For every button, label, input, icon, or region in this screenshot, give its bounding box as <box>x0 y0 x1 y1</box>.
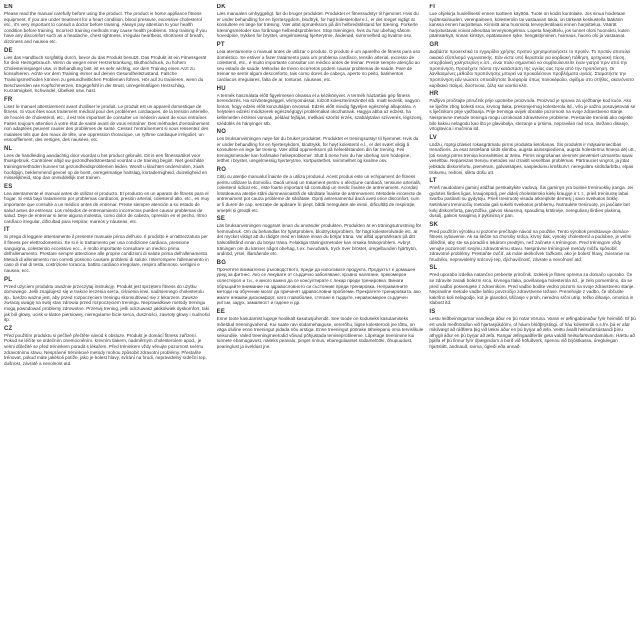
language-section <box>4 146 211 181</box>
section-text: Прочетете внимателно ръководството, преди да използвате продукта. Продуктът е домашен уред за фитнес. Ако се лекувате от сърдечно заболяване, кръвно налягане, прекомерен холестерол и т.н., е много важно да се консултирате с лекар преди тренировка. Винаги обръщайте внимание на здравословното си състояние преди тренировка. Неправилните методи на обучение могат да причинят здравословни проблеми. Прекратете тренировката, ако имате някакви дискомфорт, като главоболие, стягане в гърдите, неравномерен сърдечен ритъм, задух, замаяност и гадене и др. <box>216 266 421 306</box>
section-text: Lea atentamente el manual antes de utilizar el producto. El producto es un aparato de fitness para el hogar. Si está bajo tratamiento por problemas cardíacos, presión arterial, colesterol alto, etc., es muy importante que consulte a un médico antes de entrenar. Preste siempre atención a su estado de salud antes de entrenar. Los métodos de entrenamiento incorrectos pueden causar problemas de salud. Deje de entrenar si tiene alguna molestia, como dolor de cabeza, opresión en el pecho, ritmo cardíaco irregular, dificultad para respirar, mareos y náuseas, etc. <box>4 190 210 224</box>
language-code: IS <box>429 308 436 315</box>
section-text: Lestu leiðbeiningarnar vandlega áður en þú notar vöruna. Varan er æfingabúnaður fyrir heimilið. Ef þú ert undir meðhöndlun við hjartasjúkdómi, of háum blóðþrýstingi, of háu kólesteróli o.s.frv. þá er afar mikilvægt að ráðfæra þig við lækni áður en þú byrjar að æfa. Veittu ávallt heilsufarsástandi þínu athygli áður en þú byrjar að æfa. Rangar æfingaaðferðir geta valdið heilsufarsvandamálum. Hættu að þjálfa ef þú finnur fyrir óþægindum á borð við höfuðverk, spennu við brjóstkassa, óreglulegan hjartslátt, andnauð, svima, ógleði eða annað. <box>429 315 636 349</box>
language-section <box>429 265 636 306</box>
section-text: Enne toote kasutamist lugege hoolikalt kasutusjuhendit. See toode on koduseks kasutamiseks mõeldud treeningvahend. Kui saate ravi südamehaiguse, vererõhu, liigse kolesterooli jne tõttu, on väga oluline enne treeningut pidada nõu arstiga. Enne treeningut pöörake tähelepanu oma tervislikule seisundile. Valed treeningmeetodid võivad põhjustada terviseprobleeme. Lõpetage treenimine kui tunnete ebamugavust, näiteks peavalu, pinget rinnus, ebaregulaarset südamelööki, õhupuudust, pearinglust ja iiveldust jne. <box>216 315 424 349</box>
language-section <box>217 260 424 306</box>
language-section <box>4 277 211 323</box>
section-text: Pažljivo pročitajte priručnik prije upotrebe proizvoda. Proizvod je sprava za vježbanje kod kuće. Ako se liječite zbog bolesti srca, krvnog tlaka, prekomjernog kolesterola itd., vrlo je važno posavjetovati se s liječnikom prije vježbanja. Prije treninga uvijek obratite pozornost na svoje zdravstveno stanje. Neispravne metode treninga mogu uzrokovati zdravstvene probleme. Prestanite trenirati ako osjetite bilo kakvu nelagodu kao što je glavobolja, stezanje u prsima, nepravilan rad srca, otežano disanje, vrtoglavica i mučnina itd. <box>429 98 636 132</box>
language-code: LT <box>429 178 437 185</box>
language-section <box>217 129 424 164</box>
language-code: HR <box>429 91 439 98</box>
column-1 <box>4 4 211 636</box>
language-code: NO <box>216 129 227 136</box>
language-section <box>4 4 211 45</box>
column-3 <box>429 4 636 636</box>
language-section <box>429 178 636 219</box>
section-text: Lue ohjekirja huolellisesti ennen tuotteen käyttöä. Tuote on kodin kuntolaite. Jos sinua hoidetaan sydänsairauden, verenpaineen, kolesterolin tai vastaavan takia, on tärkeää keskustella lääkärin kanssa ennen harjoittelua. Kiinnitä aina huomiota terveydentilaasi ennen harjoittelua. Väärät harjoitustavat voivat aiheuttaa terveysongelmia. Lopeta harjoittelu, jos tunnet oloni huonoksi, kuten päänsärkyä, rinnan kiristys, epätasainen syke, hengästyminen, huimaus, huono olo ja vastaavat. <box>429 11 630 39</box>
language-section <box>4 97 211 143</box>
section-text: Pred použitím výrobku si pozorne prečítajte návod na použitie. Tento výrobok predstavuje domáce fitness vybavenie. Ak sa liečite na choroby srdca, krvný tlak, vysoký cholesterol a podobne, je veľmi dôležité, aby ste sa poradili s lekárom predtým, než začnete s tréningom. Pred tréningom vždy venujte pozornosť svojmu zdravotnému stavu. Nesprávne tréningové metódy môžu spôsobiť zdravotné problémy. Prestaňte cvičiť, ak máte akékoľvek ťažkosti, ako je bolesť hlavy, zvieranie na hrudníku, nepravidelný srdcový tep, dýchavičnosť, závrate a nevoľnosť atď. <box>429 228 632 262</box>
section-text: A termék használata előtt figyelmesen olvassa el a kézikönyvet. A termék háztartási gép fitness berendezés. Ha szívbetegséggel, vérnyomással, túlzott koleszterinszinttel stb. miatt kezelik, nagyon fontos, hogy edzés előtt konzultáljon orvossal. Edzés előtt mindig figyeljen egészségi állapotára. A helytelen edzési módszerek egészségügyi problémákat okozhatnak. Hagyja abba az edzést, ha kellemetlen érzései vannak, például fejfájás, mellkasi szorító érzés, szabálytalan szívverés, légszomj, szédülés és hányinger stb. <box>216 92 423 126</box>
language-section <box>4 326 211 367</box>
section-text: Si prega di leggere attentamente il presente manuale prima dell'uso. Il prodotto è un'attrezzatura per il fitness per elettrodomestici. Se si è in trattamento per una condizione cardiaca, pressione sanguigna, colesterolo eccessivo ecc., è molto importante consultare un medico prima dell'allenamento. Prestare sempre attenzione alle proprie condizioni di salute prima dell'allenamento. Metodi di allenamento non corretti possono causare problemi di salute. Interrompere l'allenamento in caso di mal di testa, costrizione toracica, battito cardiaco irregolare, respiro affannoso, vertigini e nausea, ecc. <box>4 234 209 273</box>
language-code: RO <box>216 167 227 174</box>
section-text: Please read the manual carefully before using the product. The product is home appliance fitness equipment. If you are under treatment for a heart condition, blood pressure, excessive cholesterol etc., it's very important to consult a doctor before training. Always pay attention to your health condition before training. Incorrect training methods may cause health problems. Stop training if you have any discomfort such as a headache, chest tightness, irregular heartbeat, shortness of breath, dizziness and nausea etc. <box>4 11 207 44</box>
language-section <box>429 222 636 263</box>
language-section <box>217 86 424 127</box>
language-section <box>4 184 211 225</box>
language-code: BG <box>216 259 227 266</box>
language-code: FR <box>4 96 13 103</box>
language-section <box>429 309 636 350</box>
language-code: LV <box>429 134 437 141</box>
section-text: Pred uporabo izdelka natančno preberite priročnik. Izdelek je fitnes oprema za domačo uporabo. Če se zdravite zaradi bolezni srca, krvnega tlaka, povišanega holesterola itd., je zelo pomembno, da se pred vadbo posvetujete z zdravnikom. Pred vadbo bodite vedno pozorni na svoje zdravstveno stanje. Nepravilne metode vadbe lahko povzročijo zdravstvene težave. Prenehajte z vadbo, če občutite kakršno koli nelagodje, kot je glavobol, tiščanje v prsih, neredno srčni utrip, težko dihanje, omotica in slabost itd. <box>429 272 635 306</box>
section-text: Lūdzu, rūpīgi izlasiet rokasgrāmatu pirms produkta lietošanas. Šis produkts ir mājsaimniecības trenažieris. Ja esat ārstēšanā sirds slimību, augsta asinsspiediena, augsta holesterīna līmeņa dēļ utt., ļoti svarīgi pirms treniņa konsultēties ar ārstu. Pirms vingrošanas vienmēr pievērsiet uzmanību savai veselībai. Nepareizas treniņu metodes var izraisīt veselības problēmas. Pārtrauciet vingrot, ja jūtat jebkādu diskomfortu, piemēram, galvassāpes, saspiedumu krūškurvī, neregulāru sirdsdarbību, elpas trūkumu, reiboni, sliktu dūšu utt. <box>429 141 636 175</box>
language-code: GR <box>429 41 439 48</box>
section-text: Przed użyciem produktu uważnie przeczytaj instrukcję. Produkt jest sprzętem fitness do użytku domowego. Jeśli znajdujesz się w trakcie leczenia serca, ciśnienia krwi, nadmiernego cholesterolu itp., bardzo ważne jest, aby przed rozpoczęciem treningu skonsultować się z lekarzem. Zawsze zwracaj uwagę na swój stan zdrowia przed rozpoczęciem treningu. Nieprawidłowe metody treningu mogą powodować problemy zdrowotne. Przerwij trening, jeśli odczuwasz jakikolwiek dyskomfort, taki jak ból głowy, ucisk w klatce piersiowej, nieregularne bicie serca, duszności, zawroty głowy i nudności itp. <box>4 283 211 323</box>
section-text: Διαβάστε προσεκτικά το εγχειρίδιο χρήσης προτού χρησιμοποιήσετε το προϊόν. Το προϊόν αποτελεί οικιακό εξοπλισμό γυμναστικής. Εάν είστε υπό θεραπεία για καρδιακή πάθηση, αρτηριακή πίεση, υπερβολική χοληστερίνη κ.λπ., είναι πολύ σημαντικό να συμβουλευτείτε έναν γιατρό πριν από την προπόνηση. Προσέχετε πάντα την κατάσταση της υγείας σας πριν από την προπόνηση. Οι λανθασμένες μέθοδοι προπόνησης μπορεί να προκαλέσουν προβλήματα υγείας. Σταματήστε την προπόνηση εάν νιώσετε οποιαδήποτε δυσφορία όπως πονοκέφαλο, σφίξιμο στο στήθος, ακανόνιστο καρδιακό παλμό, δύσπνοια, ζάλη και ναυτία κλπ. <box>429 48 634 88</box>
language-section <box>429 91 636 132</box>
language-section <box>217 309 424 350</box>
language-code: SL <box>429 265 438 272</box>
section-text: Læs manualen omhyggeligt, før du bruger produktet. Produktet er fitnessudstyr til hjemmet. Hvis du er under behandling for en hjertesygdom, blodtryk, for højt kolesteroltal e.l., er det meget vigtigt at konsultere en læge før træning. Vær altid opmærksom på din helbredstilstand før træning. Forkerte træningsmetoder kan forårsage helbredsproblemer. Stop træningen, hvis du har ubehag såsom hovedpine, trykken for brystet, uregelmæssig hjerterytme, åndenød, svimmelhed og kvalme osv. <box>216 11 419 39</box>
section-text: Před použitím produktu si pečlivě přečtěte návod k obsluze. Produkt je domácí fitness zařízení. Pokud se léčíte se srdečním onemocněním, krevním tlakem, nadměrným cholesterolem apod., je velmi důležité se před tréninkem poradit s lékařem. Před tréninkem vždy věnujte pozornost svému zdravotnímu stavu. Nesprávné tréninkové metody mohou způsobit zdravotní problémy. Přestaňte trénovat, pokud máte jakékoli potíže, jako je bolest hlavy, svírání na hrudi, nepravidelný srdeční tep, dušnost, závratě a nevolnost atd. <box>4 332 207 366</box>
language-section <box>217 167 424 213</box>
language-code: FI <box>429 4 436 10</box>
language-section <box>217 216 424 257</box>
language-code: CZ <box>4 325 13 332</box>
language-section <box>4 227 211 273</box>
language-section <box>217 42 424 83</box>
language-code: ES <box>4 183 13 190</box>
language-code: SE <box>216 216 226 223</box>
language-section <box>4 48 211 94</box>
language-code: IT <box>4 227 10 234</box>
section-text: Lisez le manuel attentivement avant d'utiliser le produit. Le produit est un appareil domestique de fitness. Si vous êtes sous traitement médical pour des problèmes cardiaques, de la tension artérielle, de l'excès de cholestérol, etc., il est très important de consulter un médecin avant de vous entraîner. Faites toujours attention à votre état de santé avant de vous entraîner. Des méthodes d'entraînement non adaptées peuvent causer des problèmes de santé. Cessez l'entraînement si vous ressentez des malaises tels que des maux de tête, une oppression thoracique, un rythme cardiaque irrégulier, un essoufflement, des vertiges, des nausées, etc. <box>4 103 210 143</box>
section-text: Lees de handleiding aandachtig door voordat u het product gebruikt. Dit is een fitnessartikel voor thuisgebruik. Controleer altijd uw gezondheidstoestand voordat u de training begint. Niet geschikte trainingsmethoden kunnen tot gezondheidsproblemen leiden. Wordt u klachten ondervinden, zoals hoofdpijn, beklemmend gevoel op de borst, onregelmatige hartslag, kortademigheid, duizeligheid en misselijkheid, stop dan onmiddellijk met trainen. <box>4 152 208 181</box>
section-text: Citiți cu atenție manualul înainte de a utiliza produsul. Acest produs este un echipament de fitness pentru utilizare la domiciliu. Dacă urmați un tratament pentru o afecțiune cardiacă, tensiune arterială, colesterol ridicat etc., este foarte important să consultați un medic înainte de antrenament. Acordați întotdeauna atenție stării dumneavoastră de sănătate înainte de antrenament. Metodele incorecte de antrenament pot cauza probleme de sănătate. Opriți antrenamentul dacă aveți orice disconfort, cum ar fi dureri de cap, senzație de apăsare în piept, bătăi neregulate ale inimii, dificultăți de respirație, amețeli și greață etc. <box>216 174 422 213</box>
language-section <box>429 4 636 39</box>
language-code: NL <box>4 145 13 152</box>
language-code: EN <box>4 4 13 10</box>
language-code: PL <box>4 276 13 283</box>
section-text: Prieš naudodami gaminį atidžiai perskaitykite vadovą. Šis gaminys yra buitinė treniruoklių įranga. Jei gydotės širdies ligas, kraujospūdį, per didelį cholesterolio kiekį kraujyje ir t. t., prieš treniruotę labai svarbu pasitarti su gydytoju. Prieš treniruotę visada atkreipkite dėmesį į savo sveikatos būklę. Netinkami treniruočių metodai gali sukelti sveikatos problemų. Nutraukite treniruotę, jei jaučiate bet kokį diskomfortą, pavyzdžiui, galvos skausmą, spaudimą krūtinėje, nereguliarų širdies plakimą, dusulį, galvos svaigimą ir pykinimą ir pan. <box>429 185 634 219</box>
section-text: Leia atentamente o manual antes de utilizar o produto. O produto é um aparelho de fitness para uso doméstico. Se estiver a fazer tratamento para um problema cardíaco, tensão arterial, excesso de colesterol, etc., é muito importante consultar um médico antes de treinar. Preste sempre atenção ao seu estado de saúde. Métodos de treino incorretos podem causar problemas de saúde. Pare de treinar se sentir algum desconforto, tais como dores de cabeça, aperto no peito, batimentos cardíacos irregulares, falta de ar, tonturas, náuseas, etc. <box>216 48 421 82</box>
section-text: Lies das Handbuch sorgfältig durch, bevor du das Produkt benutzt. Das Produkt ist ein Fitnessgerät für dein Heimgebrauch. Wenn du wegen einer Herzerkrankung, Bluthochdruck, zu hohem Cholesterinspiegel usw. in Behandlung bist, ist es sehr wichtig, vor dem Training einen Arzt zu konsultieren. Achte vor dem Training immer auf deinen Gesundheitszustand. Falsche Trainingsmethoden können zu gesundheitlichen Problemen führen. Hör auf zu trainieren, wenn du Beschwerden wie Kopfschmerzen, Engegefühl in der Brust, unregelmäßigen Herzschlag, Kurzatmigkeit, Schwindel, Übelkeit usw. hast. <box>4 54 207 94</box>
language-section <box>429 135 636 176</box>
language-code: HU <box>216 85 226 92</box>
section-text: Les bruksanvisningen nøye før du bruker produktet. Produktet er treningsutstyr til hjemmet. Hvis du er under behandling for en hjertesykdom, blodtrykk, for høyt kolesterol e.l., er det svært viktig å konsultere en lege før trening. Vær alltid oppmerksom på helsetilstanden din før trening. Feil treningsmetoder kan forårsake helseproblemer. Slutt å trene hvis du har ubehag som hodepine, tetthet i brystet, uregelmessig hjerterytme, kortpustethet, svimmelhet og kvalme osv. <box>216 136 419 164</box>
language-section <box>429 42 636 88</box>
language-section <box>217 4 424 39</box>
language-code: DE <box>4 47 13 54</box>
manual-page <box>4 4 636 636</box>
section-text: Läs bruksanvisningen noggrant innan du använder produkten. Produkten är en träningsutrustning för hemmabruk. Om du behandlas för hjärtproblem, blodtrycksproblem, för högt kolesterolvärde etc. är det mycket viktigt att du rådgör med en läkare innan du börjar träna. Var alltid uppmärksam på ditt hälsotillstånd innan du börjar träna. Felaktiga träningsmetoder kan orsaka hälsoproblem. Avbryt träningen om du känner något obehag, t.ex. huvudvärk, tryck över bröstet, oregelbunden hjärtrytm, andnöd, yrsel, illamående etc. <box>216 223 422 257</box>
column-2 <box>217 4 424 636</box>
language-code: PT <box>216 41 225 48</box>
language-code: DK <box>216 4 226 10</box>
language-code: EE <box>216 308 226 315</box>
language-code: SK <box>429 221 439 228</box>
